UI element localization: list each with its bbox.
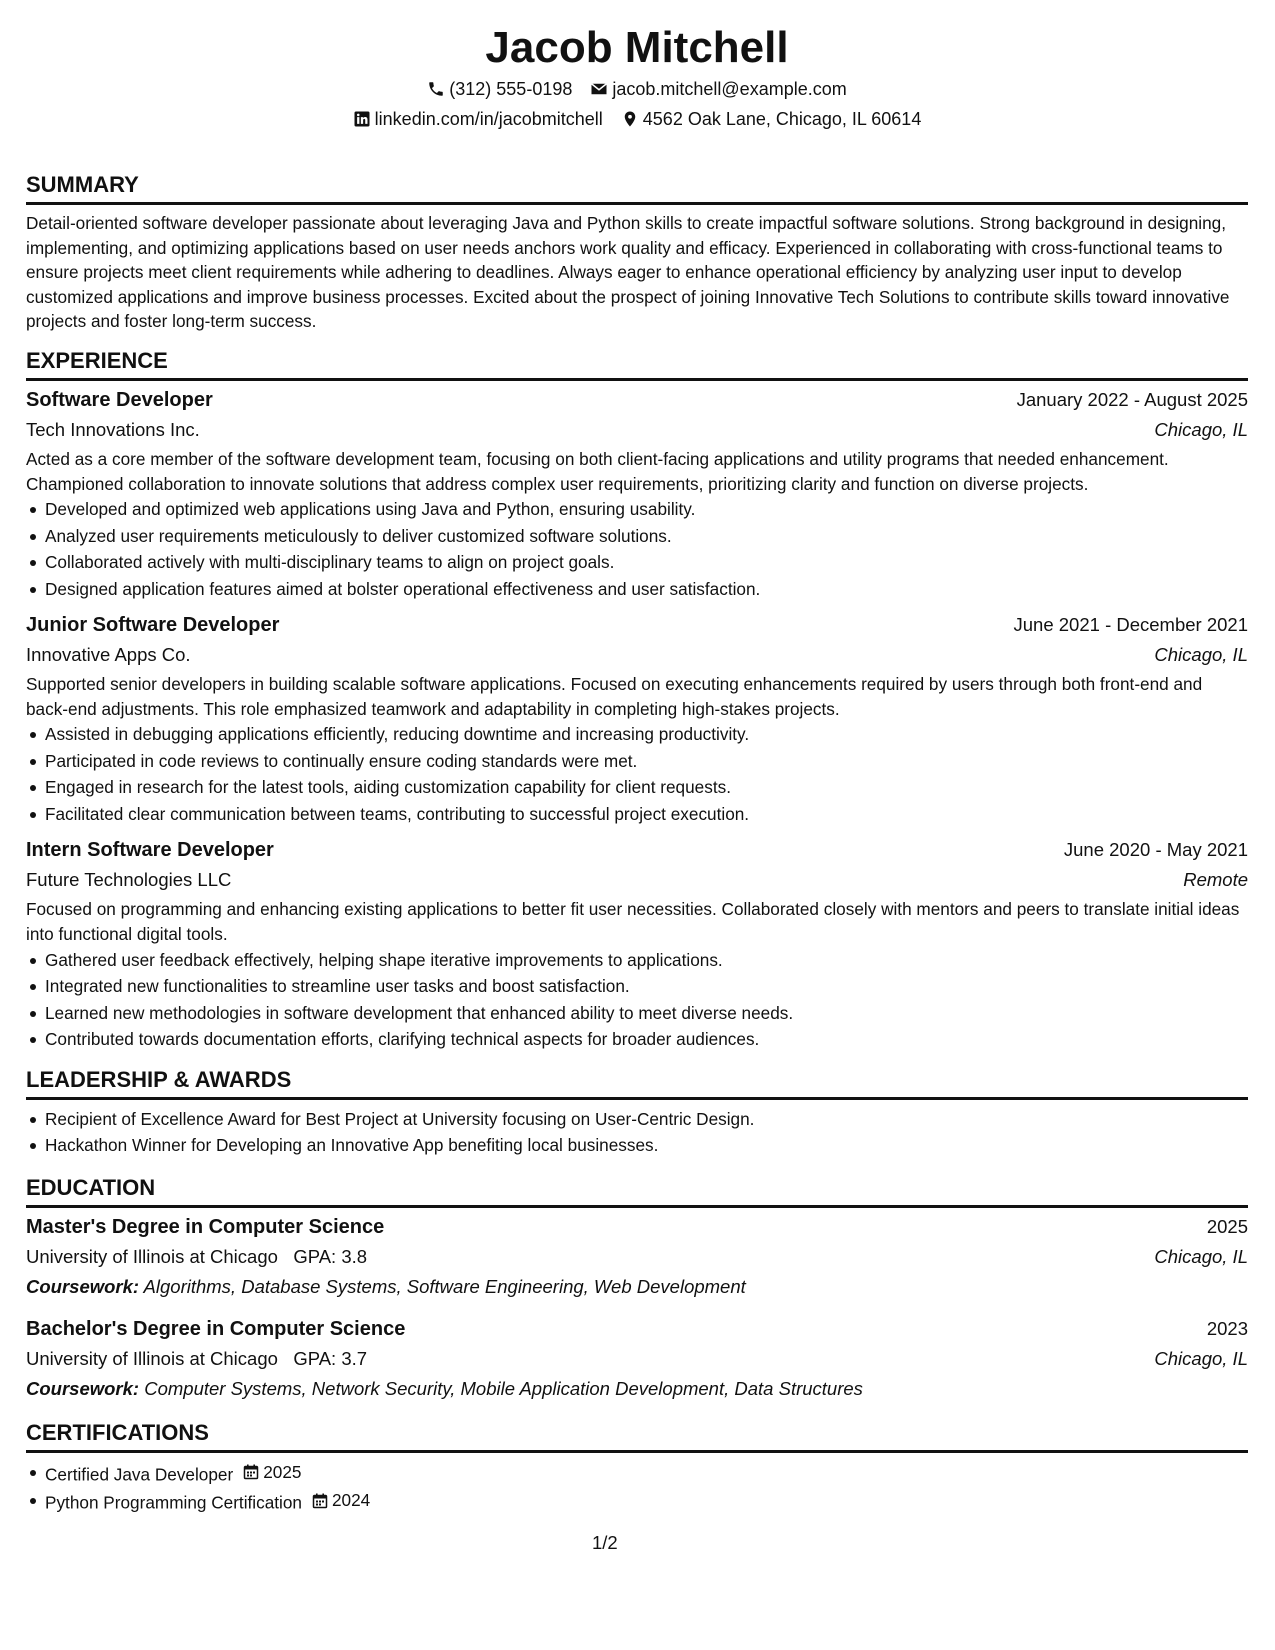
degree-school: University of Illinois at Chicago bbox=[26, 1347, 278, 1369]
job-entry bbox=[26, 835, 1248, 1052]
contact-row-secondary bbox=[26, 104, 1248, 134]
list-item: Designed application features aimed at bolster operational effectiveness and user satisfaction. bbox=[26, 576, 1248, 603]
degree-title: Master's Degree in Computer Science bbox=[26, 1215, 385, 1238]
linkedin-text[interactable]: linkedin.com/in/jacobmitchell bbox=[374, 109, 603, 129]
list-item: Hackathon Winner for Developing an Innovative App benefiting local businesses. bbox=[26, 1132, 1248, 1159]
degree-header bbox=[26, 1212, 1248, 1242]
cert-year-group bbox=[243, 1459, 301, 1486]
job-entry bbox=[26, 610, 1248, 827]
job-location: Remote bbox=[1183, 869, 1248, 891]
leadership-list bbox=[26, 1106, 1248, 1159]
degree-subheader bbox=[26, 1242, 1248, 1272]
resume-page bbox=[26, 0, 1248, 1516]
section-title-leadership: LEADERSHIP & AWARDS bbox=[26, 1067, 1248, 1100]
list-item: Contributed towards documentation efforts, clarifying technical aspects for broader audiences. bbox=[26, 1026, 1248, 1053]
job-header bbox=[26, 835, 1248, 865]
job-subheader bbox=[26, 865, 1248, 895]
degree-year: 2023 bbox=[1206, 1317, 1248, 1339]
list-item: Analyzed user requirements meticulously to deliver customized software solutions. bbox=[26, 523, 1248, 550]
job-location: Chicago, IL bbox=[1154, 418, 1248, 440]
degree-gpa: GPA: 3.8 bbox=[293, 1245, 368, 1267]
degree-title: Bachelor's Degree in Computer Science bbox=[26, 1317, 406, 1340]
job-title: Software Developer bbox=[26, 388, 213, 411]
job-company: Future Technologies LLC bbox=[26, 869, 232, 891]
calendar-icon bbox=[243, 1464, 259, 1480]
job-entry bbox=[26, 385, 1248, 602]
list-item: Facilitated clear communication between teams, contributing to successful project execution. bbox=[26, 801, 1248, 828]
list-item: Participated in code reviews to continually ensure coding standards were met. bbox=[26, 748, 1248, 775]
list-item: Integrated new functionalities to streamline user tasks and boost satisfaction. bbox=[26, 973, 1248, 1000]
job-title: Intern Software Developer bbox=[26, 839, 274, 862]
job-header bbox=[26, 385, 1248, 415]
job-bullets bbox=[26, 721, 1248, 827]
list-item: Assisted in debugging applications efficiently, reducing downtime and increasing productivity. bbox=[26, 721, 1248, 748]
coursework-text: Algorithms, Database Systems, Software Engineering, Web Development bbox=[143, 1275, 746, 1297]
coursework-line bbox=[26, 1272, 1248, 1302]
calendar-icon bbox=[312, 1493, 328, 1509]
cert-year-group bbox=[312, 1487, 370, 1514]
cert-year: 2024 bbox=[331, 1490, 371, 1511]
experience-section bbox=[26, 348, 1248, 1053]
contact-address bbox=[621, 104, 922, 134]
education-entry bbox=[26, 1212, 1248, 1302]
envelope-icon bbox=[590, 80, 608, 98]
job-dates: June 2020 - May 2021 bbox=[1063, 839, 1248, 861]
phone-icon bbox=[427, 80, 445, 98]
coursework-label: Coursework: bbox=[26, 1275, 140, 1297]
map-pin-icon bbox=[621, 110, 639, 128]
section-title-summary: SUMMARY bbox=[26, 172, 1248, 205]
job-company: Tech Innovations Inc. bbox=[26, 418, 200, 440]
list-item: Developed and optimized web applications using Java and Python, ensuring usability. bbox=[26, 496, 1248, 523]
job-bullets bbox=[26, 947, 1248, 1053]
candidate-name: Jacob Mitchell bbox=[485, 23, 789, 72]
job-description: Focused on programming and enhancing existing applications to better fit user necessities. Collaborated closely with mentors and peers to translate initial ideas into functional digital tools. bbox=[26, 899, 1240, 944]
job-dates: January 2022 - August 2025 bbox=[1016, 388, 1248, 410]
leadership-section bbox=[26, 1067, 1248, 1159]
job-description: Acted as a core member of the software development team, focusing on both client-facing applications and utility programs that needed enhancement. Championed collaboration to innovate solutions that address complex user requirements, prioritizing clarity and function on diverse projects. bbox=[26, 448, 1169, 494]
section-title-experience: EXPERIENCE bbox=[26, 348, 1248, 381]
job-bullets bbox=[26, 496, 1248, 602]
list-item bbox=[26, 1487, 1248, 1516]
list-item: Learned new methodologies in software development that enhanced ability to meet diverse needs. bbox=[26, 1000, 1248, 1027]
job-description: Supported senior developers in building scalable software applications. Focused on executing enhancements required by users through both front-end and back-end adjustments. This role emphasized teamwork and adaptability in completing high-stakes projects. bbox=[26, 674, 1203, 719]
contact-row-primary bbox=[26, 74, 1248, 104]
degree-gpa: GPA: 3.7 bbox=[293, 1347, 368, 1369]
education-entry bbox=[26, 1314, 1248, 1404]
education-section bbox=[26, 1175, 1248, 1404]
job-title: Junior Software Developer bbox=[26, 614, 280, 637]
degree-year: 2025 bbox=[1206, 1215, 1248, 1237]
list-item: Gathered user feedback effectively, helping shape iterative improvements to applications. bbox=[26, 947, 1248, 974]
job-subheader bbox=[26, 640, 1248, 670]
coursework-line bbox=[26, 1374, 1248, 1404]
degree-school-line bbox=[26, 1344, 367, 1374]
degree-header bbox=[26, 1314, 1248, 1344]
email-text[interactable]: jacob.mitchell@example.com bbox=[612, 79, 847, 99]
linkedin-icon bbox=[353, 110, 371, 128]
list-item bbox=[26, 1459, 1248, 1488]
degree-location: Chicago, IL bbox=[1154, 1347, 1248, 1369]
list-item: Engaged in research for the latest tools, aiding customization capability for client requests. bbox=[26, 774, 1248, 801]
degree-subheader bbox=[26, 1344, 1248, 1374]
page-number: 1/2 bbox=[592, 1532, 618, 1553]
contact-email[interactable] bbox=[590, 74, 846, 104]
contact-linkedin[interactable] bbox=[353, 104, 603, 134]
summary-text: Detail-oriented software developer passionate about leveraging Java and Python skills to create impactful software solutions. Strong background in designing, implementing, and optimizing applications based on user needs anchors work quality and efficacy. Experienced in collaborating with cross-functional teams to ensure projects meet client requirements while adhering to deadlines. Always eager to enhance operational efficiency by analyzing user input to develop customized applications and improve business processes. Excited about the prospect of joining Innovative Tech Solutions to contribute skills toward innovative projects and foster long-term success. bbox=[26, 213, 1230, 332]
list-item: Collaborated actively with multi-disciplinary teams to align on project goals. bbox=[26, 549, 1248, 576]
degree-location: Chicago, IL bbox=[1154, 1245, 1248, 1267]
job-location: Chicago, IL bbox=[1154, 644, 1248, 666]
job-header bbox=[26, 610, 1248, 640]
coursework-text: Computer Systems, Network Security, Mobile Application Development, Data Structures bbox=[144, 1377, 863, 1399]
section-title-certifications: CERTIFICATIONS bbox=[26, 1420, 1248, 1453]
list-item: Recipient of Excellence Award for Best Project at University focusing on User-Centric Design. bbox=[26, 1106, 1248, 1133]
address-text: 4562 Oak Lane, Chicago, IL 60614 bbox=[642, 109, 922, 129]
section-title-education: EDUCATION bbox=[26, 1175, 1248, 1208]
degree-school: University of Illinois at Chicago bbox=[26, 1245, 278, 1267]
certifications-list bbox=[26, 1459, 1248, 1517]
degree-school-line bbox=[26, 1242, 367, 1272]
job-dates: June 2021 - December 2021 bbox=[1013, 614, 1248, 636]
summary-section bbox=[26, 172, 1248, 334]
contact-phone bbox=[427, 74, 572, 104]
phone-text: (312) 555-0198 bbox=[449, 79, 573, 99]
cert-name: Python Programming Certification bbox=[45, 1492, 302, 1513]
cert-name: Certified Java Developer bbox=[45, 1463, 234, 1484]
cert-year: 2025 bbox=[263, 1461, 302, 1482]
job-subheader bbox=[26, 415, 1248, 445]
job-company: Innovative Apps Co. bbox=[26, 644, 191, 666]
certifications-section bbox=[26, 1420, 1248, 1517]
coursework-label: Coursework: bbox=[26, 1377, 140, 1399]
